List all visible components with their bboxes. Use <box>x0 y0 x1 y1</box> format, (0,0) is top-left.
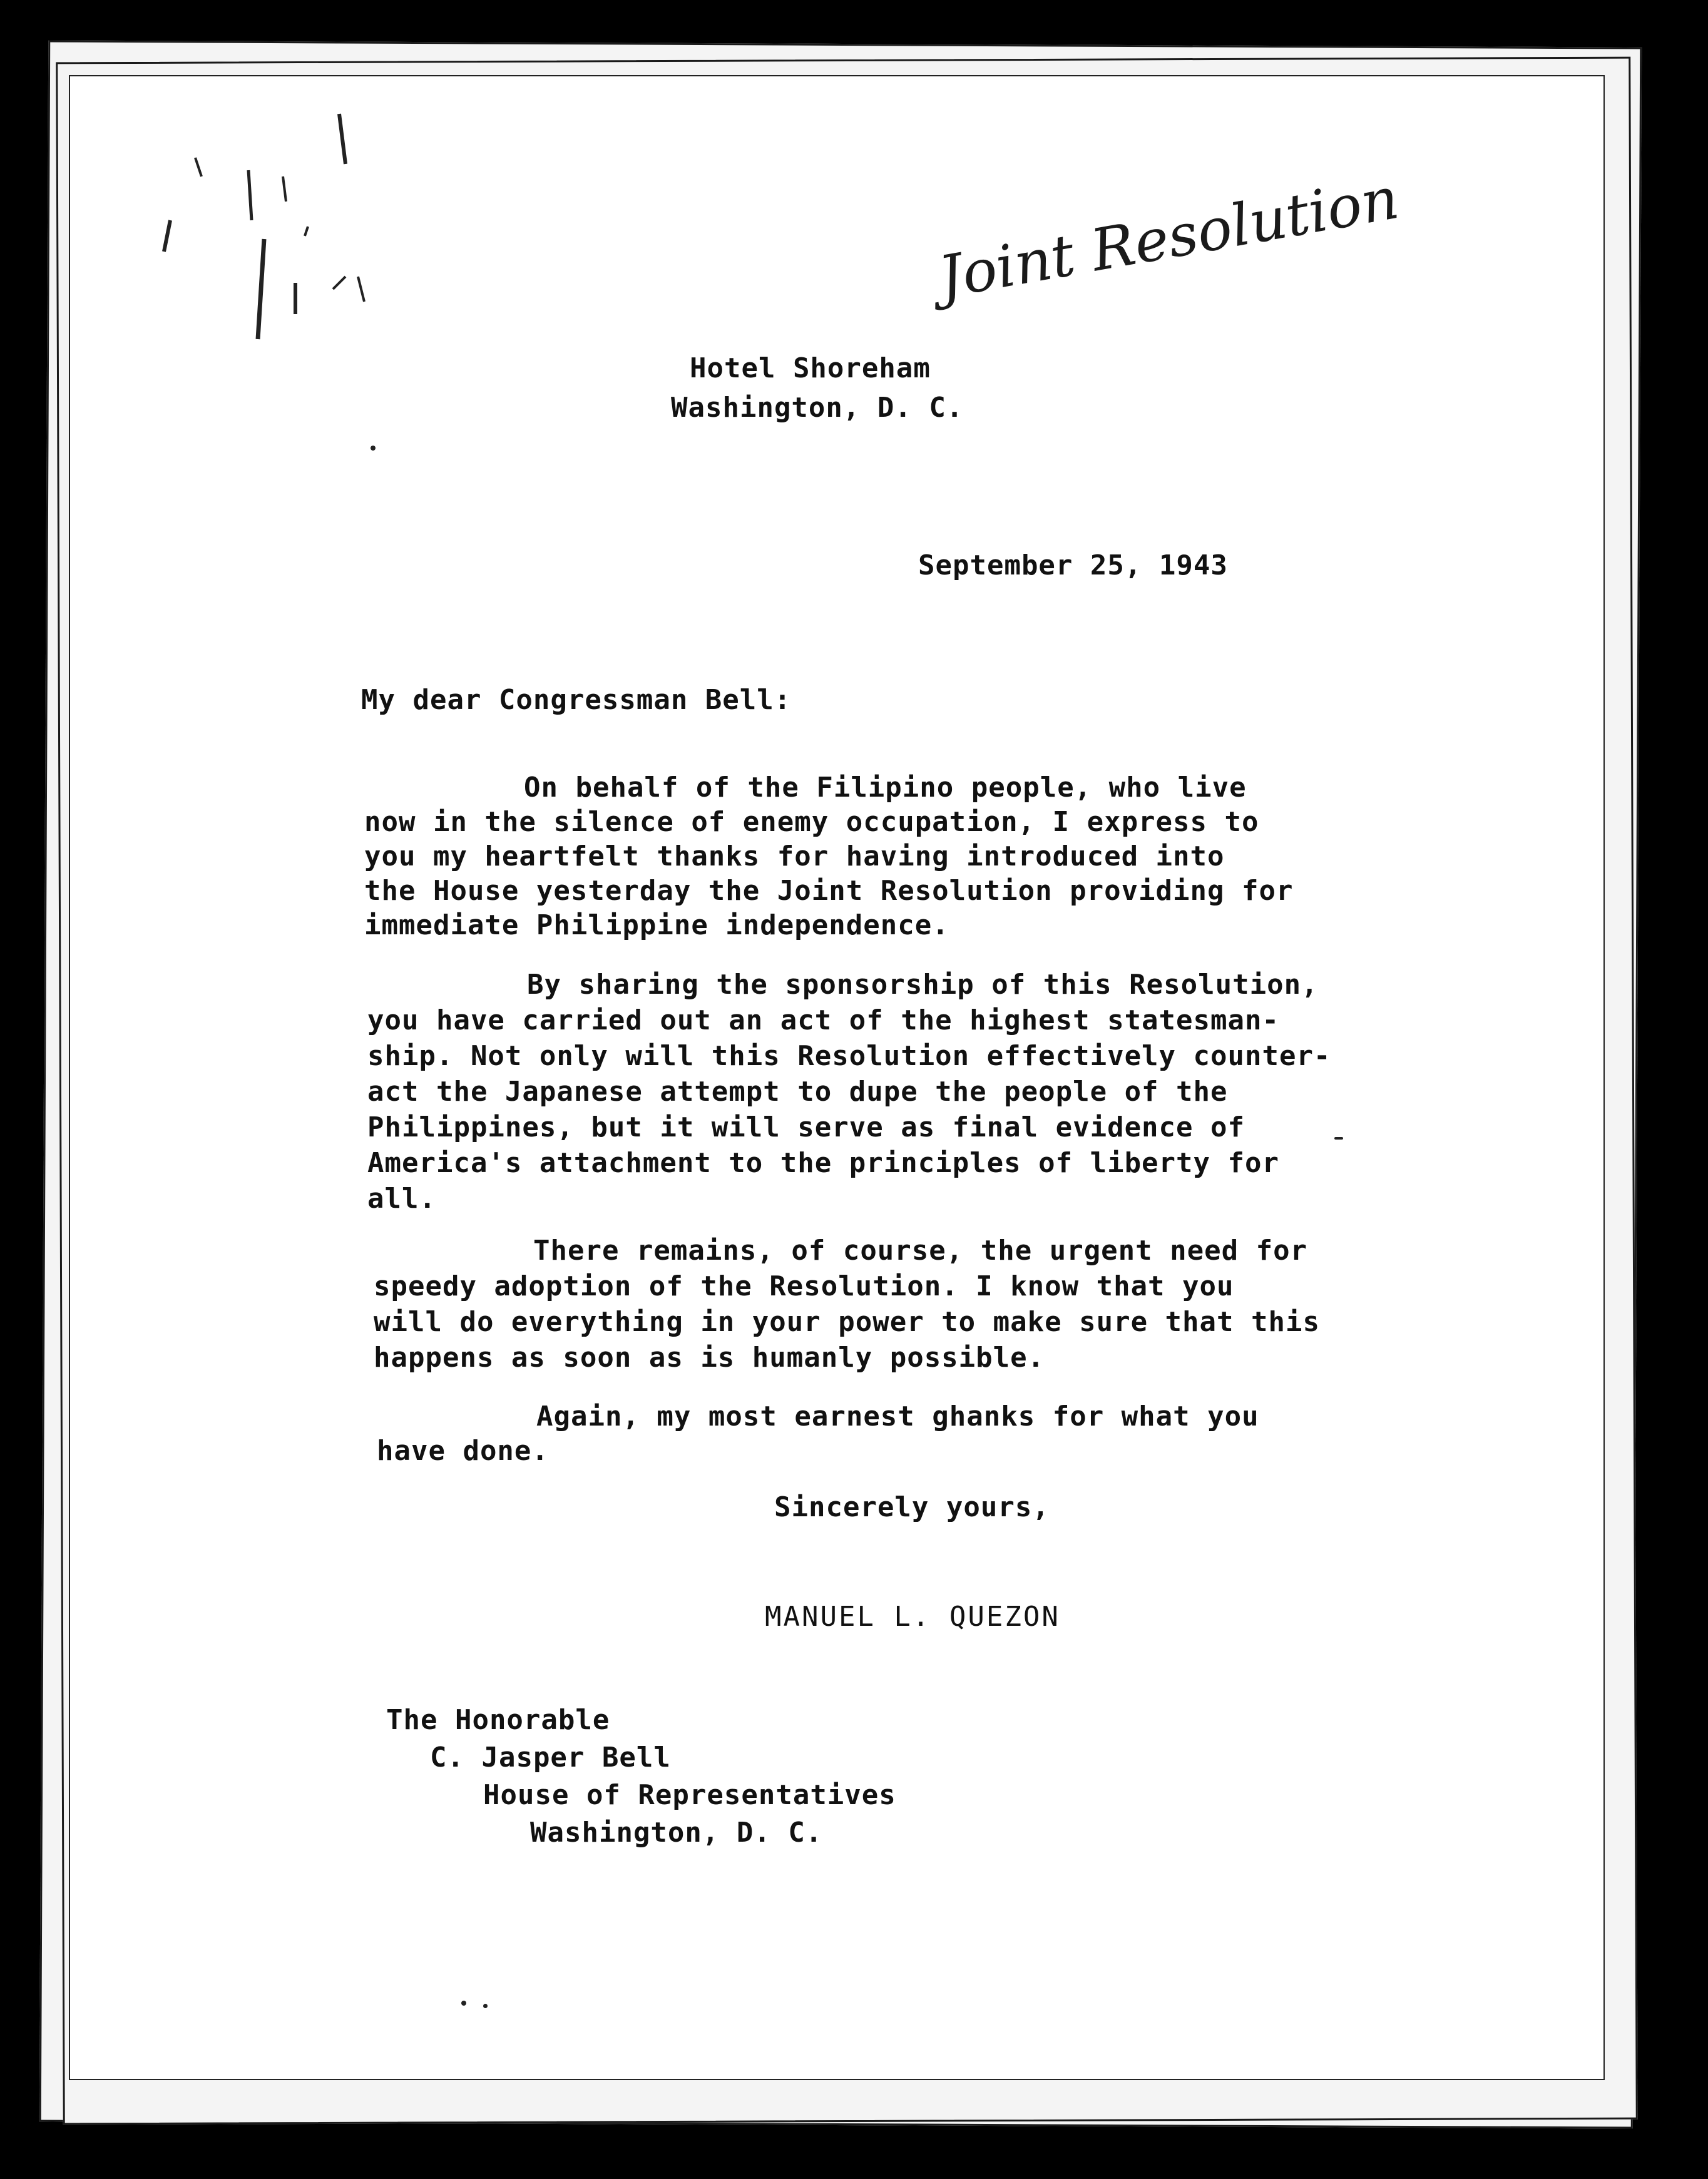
paragraph-1-line: the House yesterday the Joint Resolution providing for <box>364 875 1294 907</box>
stray-mark <box>461 2001 466 2006</box>
signature-name: MANUEL L. QUEZON <box>765 1601 1060 1633</box>
pencil-marks <box>70 76 508 389</box>
paragraph-1-line: On behalf of the Filipino people, who live <box>524 772 1247 804</box>
paragraph-1-line: now in the silence of enemy occupation, I express to <box>364 806 1259 838</box>
paragraph-3-line: happens as soon as is humanly possible. <box>374 1342 1045 1374</box>
paragraph-2-line: all. <box>367 1183 436 1215</box>
paragraph-1-line: immediate Philippine independence. <box>364 909 949 941</box>
paragraph-2-line: America's attachment to the principles of liberty for <box>367 1147 1279 1179</box>
paragraph-2-line: By sharing the sponsorship of this Resolution, <box>527 969 1319 1001</box>
addressee-line-1: The Honorable <box>386 1704 610 1736</box>
stray-mark <box>371 446 376 451</box>
paragraph-2-line: you have carried out an act of the highest statesman- <box>367 1004 1279 1036</box>
paragraph-3-line: will do everything in your power to make sure that this <box>374 1306 1320 1338</box>
paragraph-4-line: Again, my most earnest ghanks for what you <box>536 1401 1259 1432</box>
paragraph-4-line: have done. <box>377 1435 549 1467</box>
paragraph-3-line: There remains, of course, the urgent need for <box>533 1235 1308 1267</box>
addressee-line-4: Washington, D. C. <box>530 1817 823 1849</box>
letterhead-line-2: Washington, D. C. <box>671 392 964 424</box>
paragraph-2-line: act the Japanese attempt to dupe the people of the <box>367 1076 1228 1108</box>
letterhead-line-1: Hotel Shoreham <box>690 352 931 384</box>
paragraph-2-line: ship. Not only will this Resolution effectively counter- <box>367 1040 1331 1072</box>
stray-mark <box>1334 1137 1343 1140</box>
paragraph-2-line: Philippines, but it will serve as final evidence of <box>367 1111 1245 1143</box>
letter-date: September 25, 1943 <box>918 549 1228 581</box>
letter-page <box>69 75 1605 2080</box>
paragraph-3-line: speedy adoption of the Resolution. I know that you <box>374 1270 1234 1302</box>
addressee-line-3: House of Representatives <box>483 1779 896 1811</box>
salutation: My dear Congressman Bell: <box>361 684 792 716</box>
paragraph-1-line: you my heartfelt thanks for having introduced into <box>364 840 1225 872</box>
closing: Sincerely yours, <box>774 1491 1050 1523</box>
addressee-line-2: C. Jasper Bell <box>430 1742 671 1773</box>
handwritten-note: Joint Resolution <box>934 164 1404 312</box>
stray-mark <box>483 2004 488 2008</box>
